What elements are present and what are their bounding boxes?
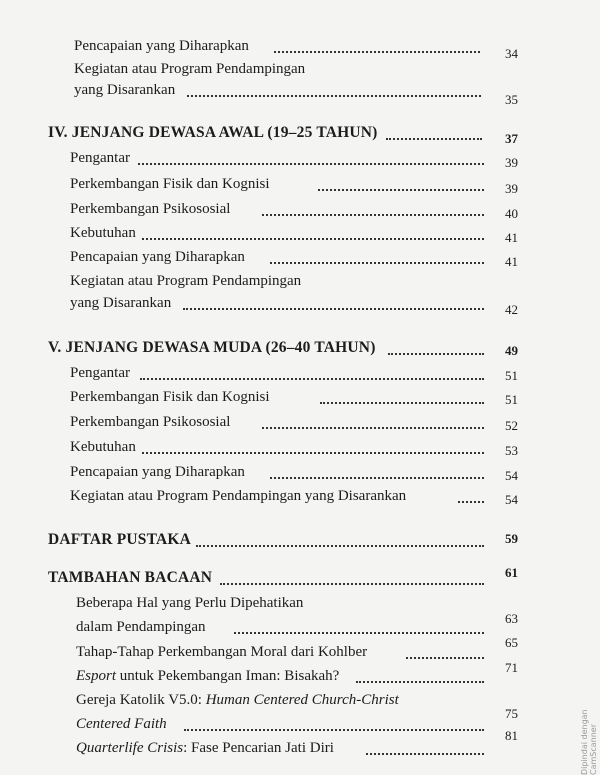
- dot-leader: [142, 238, 484, 240]
- toc-entry-title: Pencapaian yang Diharapkan: [70, 249, 245, 265]
- italic-term: Quarterlife Crisis: [76, 740, 184, 756]
- toc-page-number: 39: [505, 181, 518, 196]
- toc-page-number: 63: [505, 611, 518, 626]
- dot-leader: [320, 402, 484, 404]
- toc-page-number: 75: [505, 706, 518, 721]
- toc-entry-title: Kegiatan atau Program Pendampingan: [74, 61, 306, 77]
- toc-entry: [0, 293, 600, 315]
- toc-chapter: [0, 530, 600, 552]
- italic-term: Esport: [76, 668, 117, 684]
- toc-entry-title-cont: Centered Faith: [76, 716, 167, 732]
- toc-entry: [0, 174, 600, 196]
- toc-entry: [0, 199, 600, 221]
- toc-entry-title: Perkembangan Fisik dan Kognisi: [70, 176, 270, 192]
- toc-chapter: [0, 123, 600, 145]
- toc-page-number: 81: [505, 728, 518, 743]
- dot-leader: [270, 262, 484, 264]
- toc-page-number: 39: [505, 155, 518, 170]
- toc-entry-title: Perkembangan Psikososial: [70, 201, 231, 217]
- dot-leader: [196, 545, 484, 547]
- dot-leader: [187, 95, 481, 97]
- toc-entry-title: Kebutuhan: [70, 225, 136, 241]
- toc-entry-title: Kegiatan atau Program Pendampingan: [70, 273, 302, 289]
- dot-leader: [388, 353, 484, 355]
- toc-entry-title: Pengantar: [70, 150, 130, 166]
- toc-page-number: 41: [505, 254, 518, 269]
- toc-entry: [0, 462, 600, 484]
- toc-entry-title: Pengantar: [70, 365, 130, 381]
- dot-leader: [318, 189, 484, 191]
- toc-page-number: 40: [505, 206, 518, 221]
- toc-entry: [0, 412, 600, 434]
- scanner-watermark: Dipindai dengan CamScanner: [580, 709, 598, 775]
- toc-entry-title-cont: yang Disarankan: [70, 295, 172, 311]
- toc-entry-title: Kegiatan atau Program Pendampingan yang Disarankan: [70, 488, 407, 504]
- toc-page-number: 41: [505, 230, 518, 245]
- toc-page-number: 54: [505, 492, 518, 507]
- toc-page-number: 65: [505, 635, 518, 650]
- toc-chapter: [0, 565, 600, 590]
- toc-page-number: 42: [505, 302, 518, 317]
- toc-entry: [0, 728, 600, 760]
- dot-leader: [140, 378, 484, 380]
- toc-entry-title: Pencapaian yang Diharapkan: [70, 464, 245, 480]
- toc-entry-title: Kebutuhan: [70, 439, 136, 455]
- toc-chapter-title: TAMBAHAN BACAAN: [48, 569, 213, 586]
- toc-entry-title: [76, 738, 334, 758]
- dot-leader: [458, 501, 484, 503]
- dot-leader: [183, 308, 484, 310]
- toc-entry-text: untuk Pekembangan Iman: Bisakah?: [116, 668, 340, 684]
- toc-entry: [0, 486, 600, 508]
- toc-entry: [0, 247, 600, 269]
- dot-leader: [234, 632, 484, 634]
- toc-entry-title-cont: dalam Pendampingan: [76, 619, 206, 635]
- toc-entry-title-cont: yang Disarankan: [74, 82, 176, 98]
- toc-page-number: 49: [505, 343, 518, 358]
- dot-leader: [274, 51, 480, 53]
- italic-term: Human Centered Church-Christ: [205, 692, 399, 708]
- toc-page-number: 51: [505, 392, 518, 407]
- toc-entry-title: Pencapaian yang Diharapkan: [74, 38, 249, 54]
- dot-leader: [138, 163, 484, 165]
- toc-page-number: 53: [505, 443, 518, 458]
- toc-entry-text: : Fase Pencarian Jati Diri: [183, 740, 334, 756]
- toc-entry: [0, 80, 600, 107]
- toc-page-number: 35: [505, 92, 518, 107]
- toc-page-number: 37: [505, 131, 518, 146]
- toc-page-number: 34: [505, 46, 518, 61]
- toc-page-number: 59: [505, 531, 518, 546]
- toc-entry-title: Tahap-Tahap Perkembangan Moral dari Kohlber: [76, 644, 368, 660]
- dot-leader: [366, 753, 484, 755]
- toc-page-number: 52: [505, 418, 518, 433]
- toc-entry: [0, 36, 600, 61]
- toc-entry: [0, 363, 600, 385]
- toc-entry: [0, 59, 600, 81]
- toc-chapter-title: DAFTAR PUSTAKA: [48, 531, 192, 548]
- toc-page-number: 54: [505, 468, 518, 483]
- toc-page-number: 71: [505, 660, 518, 675]
- toc-entry-title: Perkembangan Psikososial: [70, 414, 231, 430]
- dot-leader: [406, 657, 484, 659]
- toc-entry-text: Gereja Katolik V5.0:: [76, 692, 206, 708]
- toc-entry-title: [76, 666, 339, 686]
- dot-leader: [184, 729, 484, 731]
- toc-entry: [0, 660, 600, 688]
- toc-entry: [0, 271, 600, 293]
- toc-entry-title: [76, 690, 399, 710]
- dot-leader: [386, 138, 482, 140]
- toc-page-number: 51: [505, 368, 518, 383]
- toc-page-number: 61: [505, 565, 518, 580]
- toc-entry: [0, 223, 600, 245]
- toc-entry: [0, 437, 600, 459]
- dot-leader: [356, 681, 484, 683]
- dot-leader: [262, 214, 484, 216]
- dot-leader: [262, 427, 484, 429]
- toc-entry-title: Beberapa Hal yang Perlu Dipehatikan: [76, 595, 304, 611]
- toc-entry-title: Perkembangan Fisik dan Kognisi: [70, 389, 270, 405]
- toc-chapter-title: IV. JENJANG DEWASA AWAL (19–25 TAHUN): [48, 124, 378, 141]
- toc-chapter-title: V. JENJANG DEWASA MUDA (26–40 TAHUN): [48, 339, 376, 356]
- toc-entry: [0, 148, 600, 170]
- toc-entry: [0, 387, 600, 409]
- dot-leader: [270, 477, 484, 479]
- dot-leader: [142, 452, 484, 454]
- toc-chapter: [0, 338, 600, 360]
- dot-leader: [220, 583, 484, 585]
